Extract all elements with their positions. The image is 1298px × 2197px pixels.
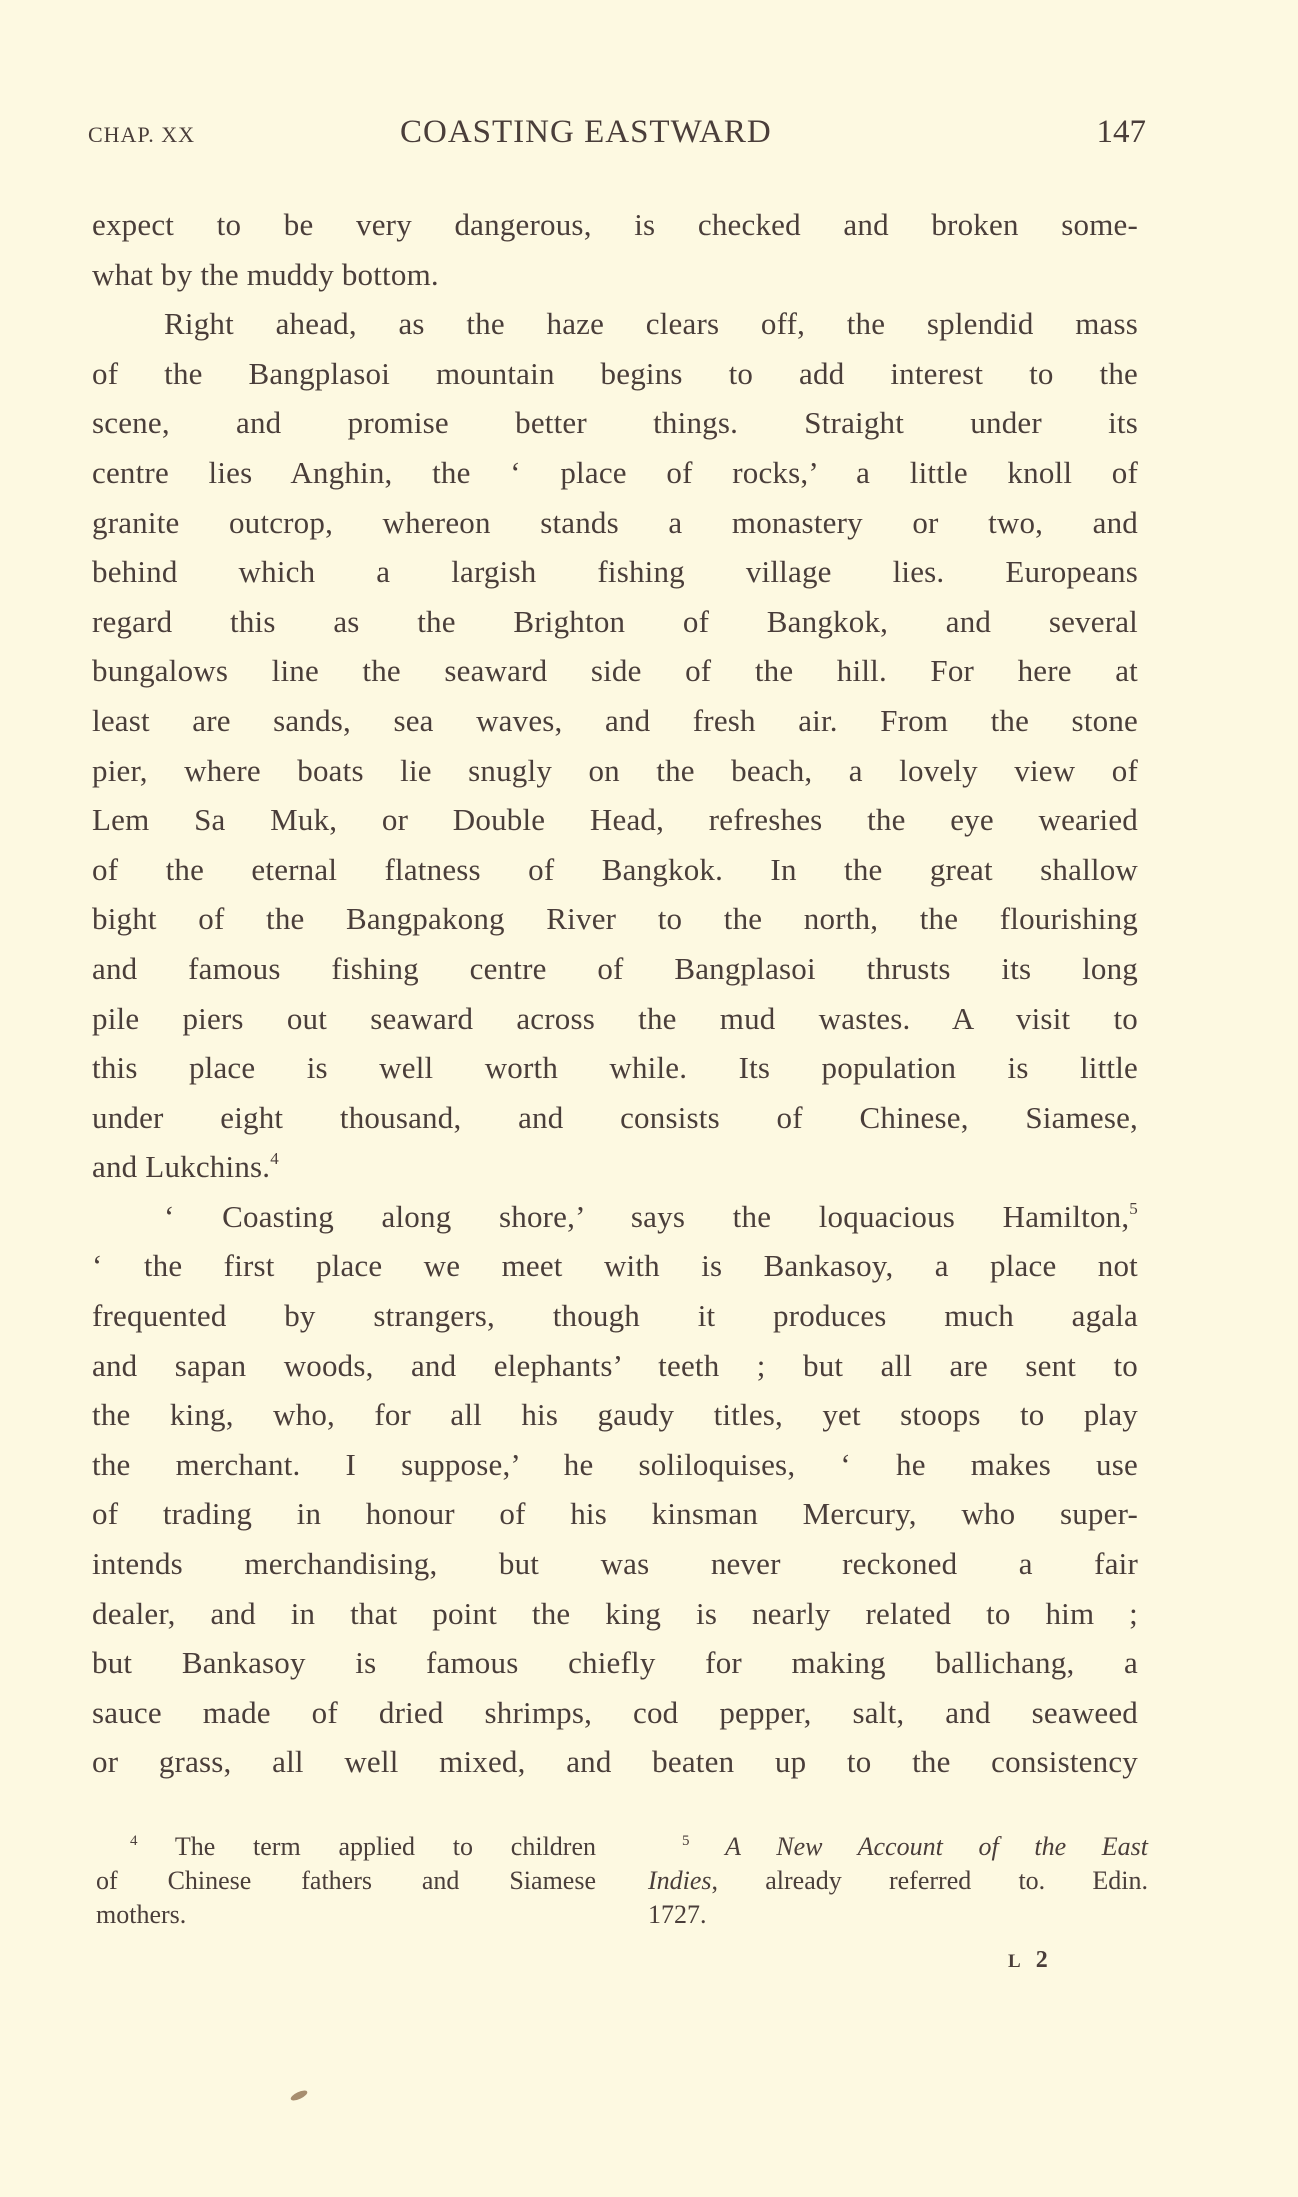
text-line: bight of the Bangpakong River to the north, the flourishing: [92, 901, 1138, 937]
text-line: of trading in honour of his kinsman Mercury, who super-: [92, 1496, 1138, 1532]
text-line: pier, where boats lie snugly on the beach, a lovely view of: [92, 752, 1138, 788]
footnote-ref-4[interactable]: 4: [270, 1149, 279, 1169]
signature-mark: L 2: [1008, 1947, 1049, 1973]
text-line: the king, who, for all his gaudy titles, yet stoops to play: [92, 1397, 1138, 1433]
text-line: what by the muddy bottom.: [92, 256, 439, 292]
text-line: sauce made of dried shrimps, cod pepper, salt, and seaweed: [92, 1694, 1138, 1730]
body-text: [92, 200, 1138, 1787]
text-line: ‘ the first place we meet with is Bankasoy, a place not: [92, 1248, 1138, 1284]
text-line: frequented by strangers, though it produces much agala: [92, 1298, 1138, 1334]
text-line: of the Bangplasoi mountain begins to add interest to the: [92, 355, 1138, 391]
footnote-marker: 4: [130, 1833, 138, 1849]
text-line: centre lies Anghin, the ‘ place of rocks,’ a little knoll of: [92, 454, 1138, 490]
text-line: regard this as the Brighton of Bangkok, and several: [92, 603, 1138, 639]
text-line: under eight thousand, and consists of Chinese, Siamese,: [92, 1099, 1138, 1135]
paper-blemish: [289, 2089, 308, 2103]
text-line: Right ahead, as the haze clears off, the splendid mass: [164, 306, 1138, 342]
text-line: the merchant. I suppose,’ he soliloquises, ‘ he makes use: [92, 1446, 1138, 1482]
cited-title: A New Account of the East: [725, 1832, 1148, 1861]
text-line: and Lukchins.$^4$: [92, 1149, 279, 1185]
text-line: and famous fishing centre of Bangplasoi thrusts its long: [92, 950, 1138, 986]
text-line: of the eternal flatness of Bangkok. In the great shallow: [92, 851, 1138, 887]
text-line: intends merchandising, but was never reckoned a fair: [92, 1546, 1138, 1582]
text-line: ‘ Coasting along shore,’ says the loquacious Hamilton,$^5$: [164, 1198, 1138, 1234]
text-line: dealer, and in that point the king is nearly related to him ;: [92, 1595, 1138, 1631]
cited-title-cont: Indies: [648, 1866, 712, 1895]
text-line: or grass, all well mixed, and beaten up to the consistency: [92, 1744, 1138, 1780]
footnote-5: $^5$ A New Account of the East Indies, already referred to. Edin. 1727.: [648, 1832, 1148, 1929]
text-line: pile piers out seaward across the mud wastes. A visit to: [92, 1000, 1138, 1036]
footnote-marker: 5: [682, 1833, 690, 1849]
text-line: scene, and promise better things. Straight under its: [92, 405, 1138, 441]
text-line: bungalows line the seaward side of the hill. For here at: [92, 653, 1138, 689]
chapter-title: COASTING EASTWARD: [400, 114, 772, 150]
chapter-label: CHAP. XX: [88, 122, 196, 147]
text-line: and sapan woods, and elephants’ teeth ; but all are sent to: [92, 1347, 1138, 1383]
text-line: granite outcrop, whereon stands a monastery or two, and: [92, 504, 1138, 540]
footnote-ref-5[interactable]: 5: [1129, 1198, 1138, 1218]
text-line: expect to be very dangerous, is checked and broken some-: [92, 207, 1138, 242]
page-number: 147: [1096, 114, 1146, 150]
text-line: this place is well worth while. Its population is little: [92, 1050, 1138, 1086]
text-line: least are sands, sea waves, and fresh air. From the stone: [92, 702, 1138, 738]
text-line: Lem Sa Muk, or Double Head, refreshes the eye wearied: [92, 802, 1138, 838]
footnote-4: $^4$ The term applied to children of Chinese fathers and Siamese mothers.: [96, 1832, 596, 1929]
text-line: but Bankasoy is famous chiefly for making ballichang, a: [92, 1645, 1138, 1681]
text-line: behind which a largish fishing village lies. Europeans: [92, 554, 1138, 590]
running-head: [88, 114, 1146, 158]
